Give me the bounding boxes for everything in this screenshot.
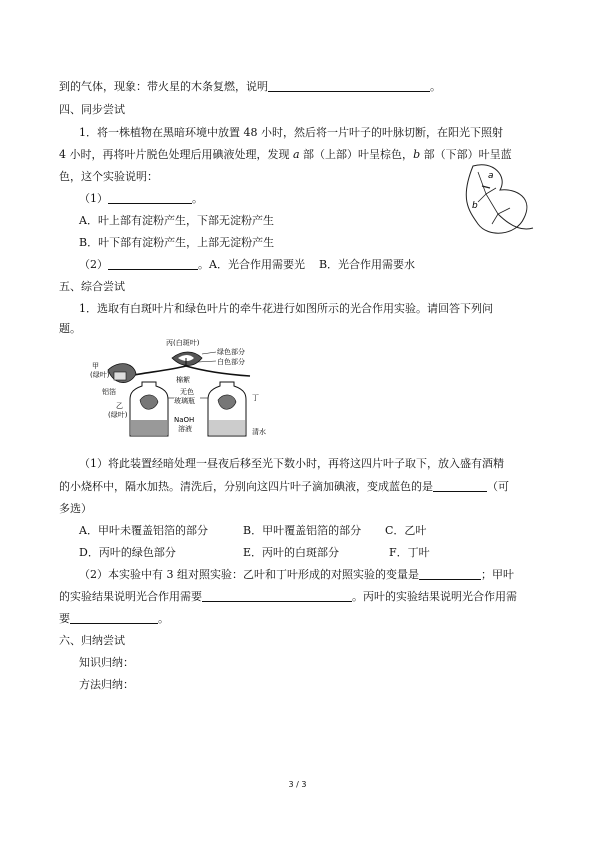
text: a [293, 148, 300, 161]
text: ；甲叶 [481, 568, 514, 581]
leaf-vein [478, 172, 510, 224]
foil [114, 372, 126, 380]
answer-blank[interactable] [433, 481, 487, 492]
page-number: 3 / 3 [288, 780, 307, 789]
answer-blank[interactable] [419, 569, 481, 580]
answer-blank[interactable] [202, 591, 352, 602]
text: 。 [158, 612, 169, 625]
text: （1） [79, 192, 108, 205]
text: 。A．光合作用需要光 [198, 258, 305, 271]
intro-line [59, 80, 441, 94]
text: B．光合作用需要水 [318, 258, 416, 271]
method-summary-label: 方法归纳： [79, 678, 134, 691]
sub-question-1 [79, 192, 203, 206]
text: 的实验结果说明光合作用需要 [59, 590, 202, 603]
jia-sub-label: (绿叶) [90, 371, 110, 379]
cotton-label: 棉絮 [176, 376, 190, 384]
text: 。丙叶的实验结果说明光合作用需 [352, 590, 517, 603]
text: 。 [430, 80, 441, 93]
bing-label: 丙(白斑叶) [166, 339, 200, 347]
yi-sub-label: (绿叶) [108, 411, 128, 419]
option-b: B．叶下部有淀粉产生，上部无淀粉产生 [79, 236, 275, 249]
question-text: 1．选取有白斑叶片和绿色叶片的牵牛花进行如图所示的光合作用实验。请回答下列问 [79, 302, 493, 315]
text: 4 小时，再将叶片脱色处理后用碘液处理，发现 [59, 148, 293, 161]
plant-stem [128, 366, 250, 376]
sub-question-2 [79, 258, 415, 272]
white-part-label: 白色部分 [217, 358, 245, 366]
option-c: C．乙叶 [385, 524, 427, 537]
text: （2） [79, 258, 108, 271]
leaf-figure [438, 158, 538, 243]
naoh-label: NaOH [174, 416, 195, 424]
text: （2）本实验中有 3 组对照实验：乙叶和丁叶形成的对照实验的变量是 [79, 568, 419, 581]
answer-blank[interactable] [108, 259, 198, 270]
naoh-solution [131, 420, 167, 435]
section-heading: 四、同步尝试 [59, 103, 125, 116]
answer-blank[interactable] [70, 613, 158, 624]
question-text: 多选） [59, 502, 92, 515]
label-b: b [472, 201, 478, 211]
answer-blank[interactable] [268, 81, 430, 92]
leaf-stem [498, 214, 533, 229]
yi-leaf [140, 395, 158, 409]
section-heading: 五、综合尝试 [59, 280, 125, 293]
question-text: （1）将此装置经暗处理一昼夜后移至光下数小时，再将这四片叶子取下，放入盛有酒精 [79, 457, 504, 470]
text: 要 [59, 612, 70, 625]
option-a: A．甲叶未覆盖铝箔的部分 [79, 524, 208, 537]
water-label: 清水 [252, 428, 266, 436]
section-heading: 六、归纳尝试 [59, 634, 125, 647]
option-a: A．叶上部有淀粉产生，下部无淀粉产生 [79, 214, 274, 227]
knowledge-summary-label: 知识归纳： [79, 656, 134, 669]
text: b [413, 148, 421, 161]
question-text [79, 568, 514, 582]
question-text: 1．将一株植物在黑暗环境中放置 48 小时，然后将一片叶子的叶脉切断，在阳光下照射 [79, 126, 503, 139]
label-a: a [488, 171, 494, 181]
glass-label: 无色 [180, 388, 194, 396]
yi-label: 乙 [116, 402, 123, 410]
option-b: B．甲叶覆盖铝箔的部分 [243, 524, 362, 537]
question-text: 题。 [59, 322, 81, 335]
text: （可 [487, 480, 509, 493]
apparatus-figure [90, 336, 290, 446]
text: 的小烧杯中，隔水加热。清洗后，分别向这四片叶子滴加碘液，变成蓝色的是 [59, 480, 433, 493]
question-text: 色，这个实验说明： [59, 170, 158, 183]
question-text [59, 612, 169, 626]
water [209, 420, 245, 435]
question-text [59, 590, 517, 604]
naoh-label-2: 溶液 [178, 425, 192, 433]
ding-leaf [218, 395, 236, 409]
foil-label: 铝箔 [102, 388, 116, 396]
jia-label: 甲 [92, 362, 99, 370]
leaf-outline [466, 165, 527, 233]
text: 。 [192, 192, 203, 205]
text: 部（上部）叶呈棕色， [299, 148, 414, 161]
option-f: F．丁叶 [389, 546, 430, 559]
text: 部（下部）叶呈蓝 [420, 148, 512, 161]
option-e: E．丙叶的白斑部分 [243, 546, 340, 559]
glass-label-2: 玻璃瓶 [174, 397, 195, 405]
option-d: D．丙叶的绿色部分 [79, 546, 176, 559]
text: 到的气体，现象：带火星的木条复燃，说明 [59, 80, 268, 93]
green-part-label: 绿色部分 [217, 348, 245, 356]
answer-blank[interactable] [108, 193, 192, 204]
ding-label: 丁 [252, 394, 259, 402]
question-text [59, 480, 509, 494]
